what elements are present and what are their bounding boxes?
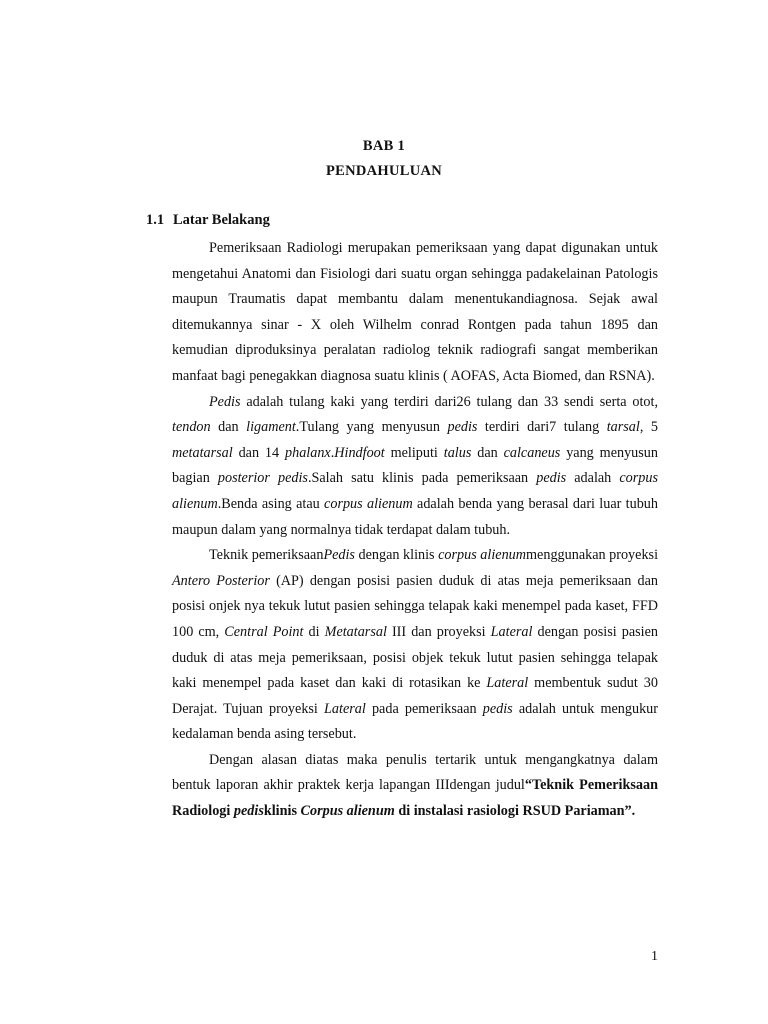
text-run: dengan posisi pasien duduk di atas meja pemeriksaan, posisi objek tekuk lutut pasien sehingga telapak kaki menempel pada kaset dan kaki di rotasikan ke	[172, 623, 658, 692]
paragraph	[172, 543, 658, 748]
text-run: pedis	[482, 700, 513, 717]
text-run: di instalasi rasiologi RSUD Pariaman”.	[394, 803, 636, 820]
text-run: “Teknik Pemeriksaan Radiologi	[172, 777, 658, 820]
text-run: dan	[471, 444, 504, 461]
section-heading	[146, 212, 270, 229]
text-run: meliputi	[384, 444, 444, 461]
text-run: posterior pedis	[217, 470, 308, 487]
text-run: adalah benda yang berasal dari luar tubuh maupun dalam yang normalnya tidak terdapat dalam tubuh.	[172, 495, 658, 538]
text-run: , 5	[639, 419, 659, 436]
text-run: tarsal	[606, 419, 640, 436]
text-run: ligament	[246, 419, 296, 436]
text-run: Antero Posterior	[172, 572, 270, 589]
text-run: membentuk sudut 30 Derajat. Tujuan proyeksi	[172, 675, 658, 717]
text-run: adalah	[566, 470, 620, 487]
text-run: .Tulang yang menyusun	[295, 419, 448, 436]
paragraph	[172, 748, 658, 825]
text-run: pedis	[536, 470, 567, 487]
text-run: Lateral	[324, 700, 366, 717]
text-run: .Salah satu klinis pada pemeriksaan	[307, 470, 537, 487]
text-run: pedis	[447, 419, 478, 436]
text-run: adalah untuk mengukur kedalaman benda asing tersebut.	[172, 700, 658, 743]
text-run: corpus alienum	[172, 470, 658, 512]
text-run: Dengan alasan diatas maka penulis tertarik untuk mengangkatnya dalam bentuk laporan akhir praktek kerja lapangan IIIdengan judul	[172, 751, 658, 794]
paragraph	[172, 236, 658, 390]
text-run: calcaneus	[503, 444, 561, 461]
chapter-title: PENDAHULUAN	[325, 163, 443, 179]
section-title: Latar Belakang	[173, 212, 270, 228]
text-run: dan 14	[232, 444, 285, 461]
text-run: dengan klinis	[354, 547, 439, 564]
text-run: Lateral	[486, 675, 529, 692]
text-run: metatarsal	[172, 444, 233, 461]
body-text	[172, 236, 658, 825]
text-run: Central Point	[224, 623, 304, 640]
paragraph	[172, 390, 658, 544]
text-run: talus	[443, 444, 472, 461]
text-run: adalah tulang kaki yang terdiri dari26 tulang dan 33 sendi serta otot,	[240, 393, 658, 410]
text-run: dan	[210, 419, 247, 436]
text-run: pedis	[233, 803, 264, 820]
text-run: .	[330, 444, 335, 461]
text-run: yang menyusun bagian	[172, 444, 658, 487]
text-run: Pedis	[323, 547, 355, 564]
text-run: terdiri dari7 tulang	[477, 419, 607, 436]
text-run: menggunakan proyeksi	[526, 547, 659, 564]
page-number: 1	[651, 949, 658, 964]
text-run: Teknik pemeriksaan	[209, 547, 324, 564]
chapter-label: BAB 1	[362, 138, 406, 154]
text-run: phalanx	[285, 444, 331, 461]
text-run: (AP) dengan posisi pasien duduk di atas meja pemeriksaan dan posisi onjek nya tekuk lutut pasien sehingga telapak kaki menempel pada kaset, FFD 100 cm,	[172, 572, 658, 640]
text-run: .Benda asing atau	[217, 495, 325, 512]
text-run: pada pemeriksaan	[365, 700, 483, 717]
text-run: di	[303, 623, 325, 640]
text-run: tendon	[172, 419, 211, 436]
text-run: III dan proyeksi	[386, 623, 491, 640]
text-run: corpus alienum	[324, 495, 413, 512]
text-run: Pedis	[209, 393, 241, 410]
section-number: 1.1	[146, 212, 165, 228]
text-run: corpus alienum	[438, 547, 527, 564]
text-run: klinis	[263, 803, 301, 820]
text-run: Corpus alienum	[300, 803, 395, 820]
text-run: Hindfoot	[334, 444, 385, 461]
text-run: Pemeriksaan Radiologi merupakan pemeriksaan yang dapat digunakan untuk mengetahui Anatomi dan Fisiologi dari suatu organ sehingga padakelainan Patologis maupun Traumatis dapat membantu dalam menentukandiagnosa. Sejak awal ditemukannya sinar - X oleh Wilhelm conrad Rontgen pada tahun 1895 dan kemudian diproduksinya peralatan radiolog teknik radiografi sangat memberikan manfaat bagi penegakkan diagnosa suatu klinis ( AOFAS, Acta Biomed, dan RSNA).	[172, 240, 658, 384]
text-run: Lateral	[490, 623, 533, 640]
text-run: Metatarsal	[324, 623, 387, 640]
